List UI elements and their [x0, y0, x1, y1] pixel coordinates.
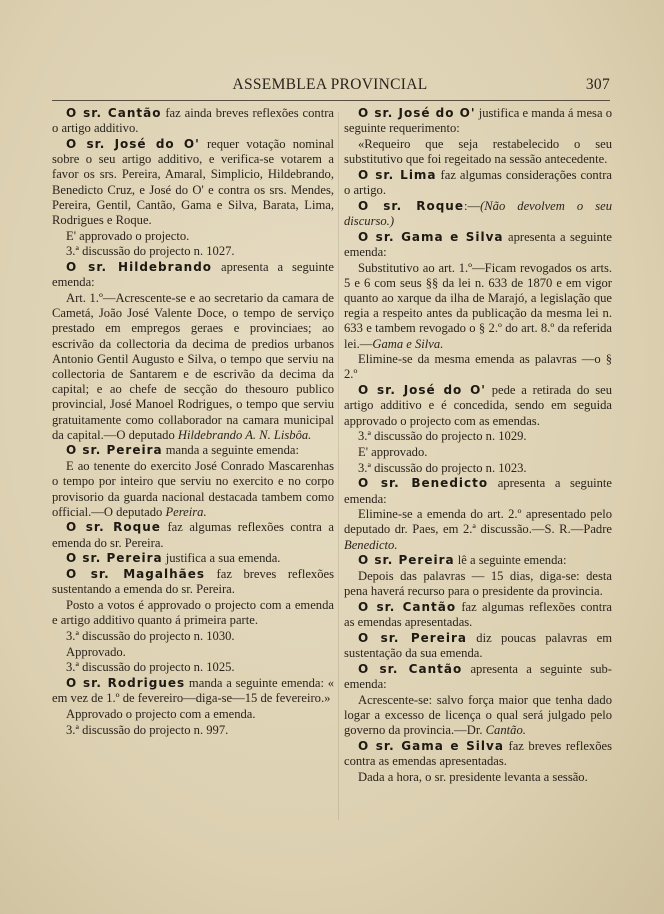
paragraph: [52, 244, 334, 259]
paragraph-text: Substitutivo ao art. 1.º—Ficam revogados os arts. 5 e 6 com seus §§ da lei n. 633 de 1870 e em vigor quanto ao xarque da ilha de Marajó, a legislação que regia a respeito antes da publicação da mesma lei n. 633 e tambem revogado o § 2.º do art. 8.º da referida lei.—: [344, 260, 612, 351]
signature: Cantão.: [485, 723, 526, 738]
paragraph: [344, 461, 612, 476]
paragraph: [344, 106, 612, 136]
paragraph: [52, 629, 334, 644]
column-gutter: [338, 112, 339, 820]
paragraph: [344, 631, 612, 661]
paragraph-text: Depois das palavras — 15 dias, diga-se: desta pena haverá recurso para o presidente da provincia.: [344, 569, 612, 599]
paragraph-text: 3.ª discussão do projecto n. 1023.: [358, 460, 527, 475]
paragraph: [52, 520, 334, 550]
speaker-name: O sr. Pereira: [358, 630, 467, 645]
paragraph: [344, 261, 612, 352]
signature: Gama e Silva.: [372, 336, 444, 351]
paragraph: [52, 645, 334, 660]
speaker-name: O sr. José do O': [66, 136, 200, 151]
paragraph: [344, 230, 612, 260]
paragraph-text: E' approvado.: [358, 444, 428, 459]
paragraph: [344, 770, 612, 785]
paragraph-text: justifica a sua emenda.: [162, 551, 281, 566]
paragraph-text: faz algumas reflexões contra as emendas apresentadas.: [344, 600, 612, 630]
paragraph-text: faz algumas considerações contra o artigo.: [344, 167, 612, 198]
paragraph-text: E ao tenente do exercito José Conrado Mascarenhas o tempo por inteiro que serviu no exercito e no corpo provisorio da guarda nacional destacada tambem como official.—O deputado: [52, 459, 334, 519]
paragraph-text: 3.ª discussão do projecto n. 997.: [66, 722, 229, 737]
paragraph-text: diz poucas palavras em sustentação da sua emenda.: [344, 630, 613, 661]
paragraph-text: 3.ª discussão do projecto n. 1027.: [66, 244, 235, 259]
paragraph: [344, 429, 612, 444]
paragraph: [344, 168, 612, 198]
paragraph: [344, 739, 612, 769]
paragraph-text: Posto a votos é approvado o projecto com a emenda e artigo additivo quanto á primeira parte.: [52, 598, 334, 628]
paragraph-text: faz ainda breves reflexões contra o artigo additivo.: [52, 106, 335, 136]
header-rule: [52, 100, 610, 101]
paragraph: [344, 693, 612, 739]
speaker-name: O sr. Roque: [358, 198, 464, 213]
page-header: [50, 76, 610, 96]
paragraph: [344, 137, 612, 167]
speaker-name: O sr. Benedicto: [358, 476, 489, 491]
paragraph: [344, 383, 612, 429]
speaker-name: O sr. Lima: [358, 167, 437, 182]
paragraph-text: «Requeiro que seja restabelecido o seu substitutivo que foi regeitado na sessão antecedente.: [344, 136, 612, 167]
paragraph-text: lê a seguinte emenda:: [454, 553, 567, 568]
paragraph-text: faz breves reflexões sustentando a emenda do sr. Pereira.: [52, 567, 334, 597]
paragraph-text: faz breves reflexões contra as emendas apresentadas.: [344, 738, 612, 769]
paragraph-text: Approvado.: [66, 644, 126, 659]
paragraph-text: apresenta a seguinte sub-emenda:: [344, 661, 612, 692]
paragraph: [52, 551, 334, 566]
paragraph-text: apresenta a seguinte emenda:: [344, 476, 612, 506]
signature: Benedicto.: [344, 537, 398, 552]
paragraph: [52, 137, 334, 228]
paragraph-text: manda a seguinte emenda:: [162, 443, 299, 458]
paragraph: [344, 199, 612, 229]
paragraph-text: :—: [463, 198, 481, 213]
paragraph: [52, 676, 334, 706]
paragraph-text: 3.ª discussão do projecto n. 1029.: [358, 429, 527, 444]
paragraph: [52, 707, 334, 722]
paragraph: [52, 229, 334, 244]
signature: Hildebrando A. N. Lisbôa.: [177, 427, 312, 442]
paragraph-text: Acrescente-se: salvo força maior que tenha dado logar a excesso de licença o qual será julgado pelo governo da provincia.—Dr.: [344, 692, 612, 738]
paragraph: [344, 553, 612, 568]
paragraph-text: requer votação nominal sobre o seu artigo additivo, e verifica-se votarem a favor os srs. Pereira, Amaral, Simplicio, Hildebrando, Benedicto Cruz, e José do O' e contra os srs. Mendes, Pereira, Gentil, Cantão, Gama e Silva, Barata, Lima, Rodrigues e Roque.: [52, 136, 334, 227]
speaker-name: O sr. Pereira: [66, 443, 163, 458]
speaker-name: O sr. José do O': [358, 106, 476, 120]
speaker-name: O sr. Rodrigues: [66, 676, 186, 691]
paragraph-text: Approvado o projecto com a emenda.: [66, 706, 256, 721]
right-column: [344, 106, 612, 785]
paragraph-text: justifica e manda á mesa o seguinte requerimento:: [344, 106, 612, 136]
speaker-name: O sr. Hildebrando: [66, 260, 213, 275]
paragraph-text: 3.ª discussão do projecto n. 1030.: [66, 628, 235, 643]
speaker-name: O sr. Magalhães: [66, 567, 205, 582]
speaker-name: O sr. Cantão: [358, 600, 457, 614]
signature: Pereira.: [165, 504, 207, 519]
paragraph: [344, 445, 612, 460]
paragraph-text: pede a retirada do seu artigo additivo e é concedida, sendo em seguida approvado o projecto com as emendas.: [344, 383, 612, 428]
speaker-name: O sr. Roque: [66, 520, 161, 535]
paragraph-text: faz algumas reflexões contra a emenda do sr. Pereira.: [52, 520, 334, 550]
speaker-name: O sr. Cantão: [66, 106, 162, 120]
speaker-name: O sr. Gama e Silva: [358, 229, 504, 244]
page-number: 307: [585, 76, 610, 93]
paragraph: [52, 660, 334, 675]
paragraph: [52, 567, 334, 597]
paragraph: [52, 723, 334, 738]
paragraph: [52, 260, 334, 290]
running-title: ASSEMBLEA PROVINCIAL: [232, 76, 428, 93]
paragraph: [52, 459, 334, 520]
paragraph: [344, 662, 612, 692]
speaker-name: O sr. Pereira: [358, 553, 455, 568]
speaker-name: O sr. Cantão: [358, 661, 463, 676]
speaker-name: O sr. José do O': [358, 383, 486, 398]
paragraph-text: manda a seguinte emenda: « em vez de 1.º de fevereiro—diga-se—15 de fevereiro.»: [52, 676, 335, 706]
left-column: [52, 106, 334, 738]
paragraph: [52, 443, 334, 458]
paragraph: [344, 569, 612, 599]
paragraph: [344, 352, 612, 382]
paragraph: [52, 598, 334, 628]
paragraph-text: Art. 1.º—Acrescente-se e ao secretario da camara de Cametá, João José Valente Doce, o tempo de serviço prestado em empregos geraes e provinciaes; ao escrivão da collectoria da decima de predios urbanos Antonio Gentil Augusto e Silva, o tempo que serviu na collectoria de Santarem e de escrivão da decima da capital; e ao chefe de secção do thesouro publico provincial, José Manoel Rodrigues, o tempo que serviu gratuitamente como collaborador na camara municipal da capital.—O deputado: [52, 290, 334, 442]
speaker-name: O sr. Gama e Silva: [358, 738, 504, 753]
paragraph-text: apresenta a seguinte emenda:: [344, 229, 612, 259]
paragraph-text: Dada a hora, o sr. presidente levanta a sessão.: [358, 769, 588, 784]
paragraph-text: E' approvado o projecto.: [66, 228, 190, 243]
paragraph: [52, 291, 334, 443]
paragraph: [344, 507, 612, 553]
paragraph-text: Elimine-se a emenda do art. 2.º apresentado pelo deputado dr. Paes, em 2.ª discussão.—S. R.—Padre: [344, 507, 612, 537]
paragraph-text: 3.ª discussão do projecto n. 1025.: [66, 660, 235, 675]
paragraph-text: Elimine-se da mesma emenda as palavras —o § 2.º: [344, 352, 612, 382]
paragraph: [52, 106, 334, 136]
paragraph-text: apresenta a seguinte emenda:: [52, 260, 334, 290]
paragraph: [344, 476, 612, 506]
signature: (Não devolvem o seu discurso.): [344, 198, 612, 228]
speaker-name: O sr. Pereira: [66, 551, 163, 566]
paragraph: [344, 600, 612, 630]
